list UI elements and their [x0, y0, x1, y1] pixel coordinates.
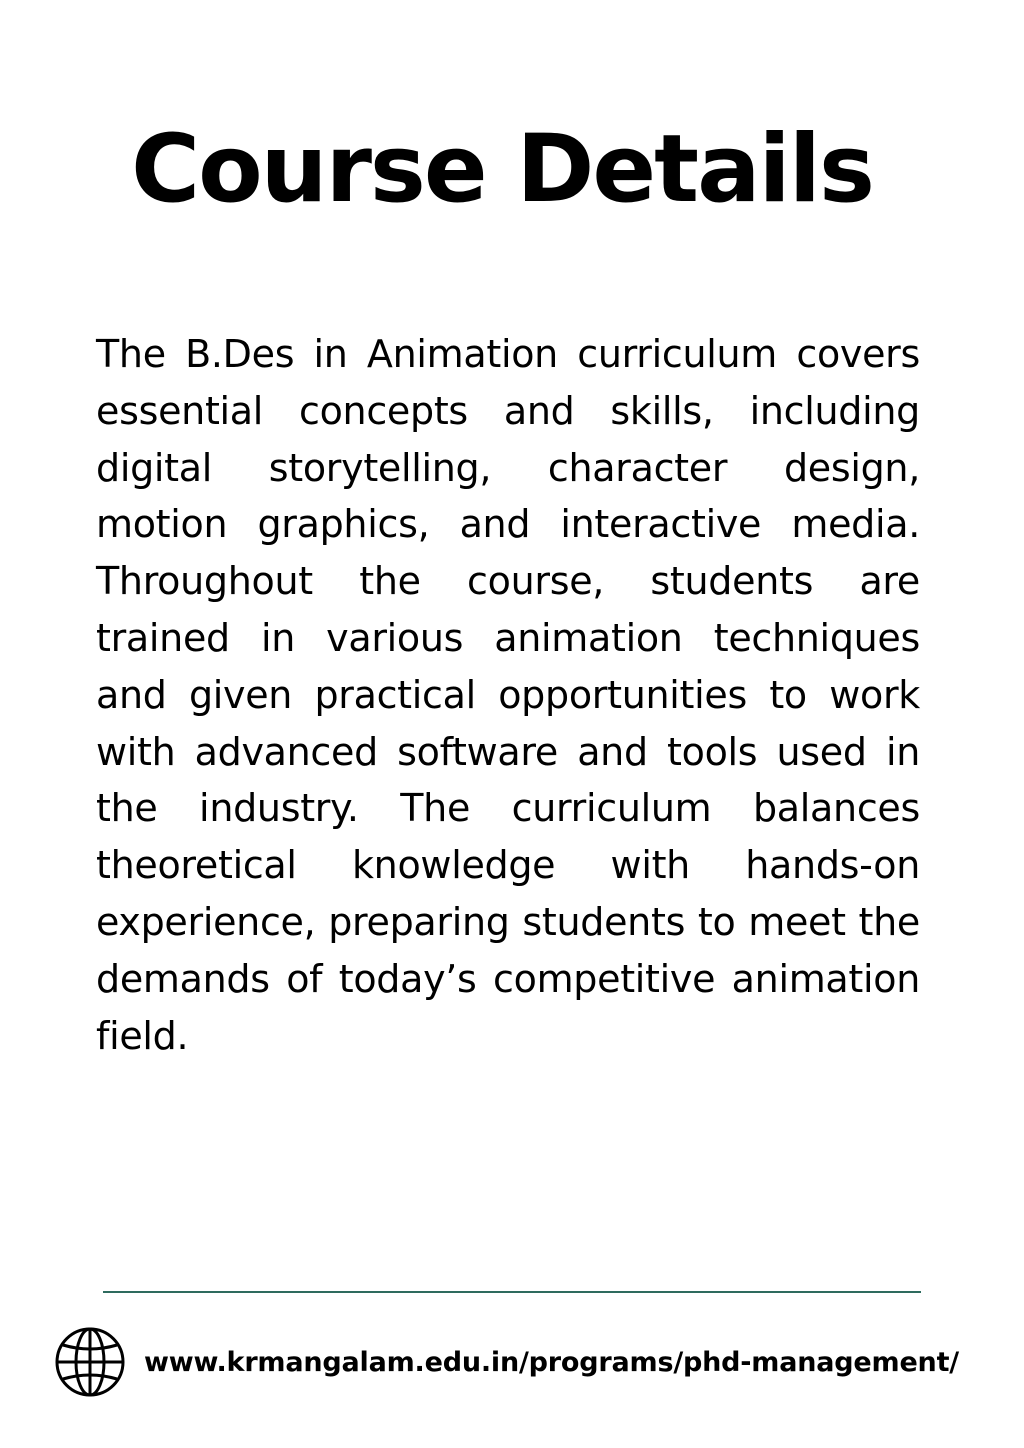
- course-description: The B.Des in Animation curriculum covers essential concepts and skills, including digital storytelling, character design, motion graphics, and interactive media. Throughout the course, students are trained in various animation techniques and given practical opportunities to work with advanced software and tools used in the industry. The curriculum balances theoretical knowledge with hands-on experience, preparing students to meet the demands of today’s competitive animation field.: [96, 332, 920, 1058]
- footer: [54, 1326, 959, 1398]
- globe-icon: [54, 1326, 126, 1398]
- footer-divider: [103, 1291, 921, 1293]
- page-title: Course Details: [131, 115, 873, 224]
- website-url[interactable]: www.krmangalam.edu.in/programs/phd-management/: [144, 1346, 959, 1378]
